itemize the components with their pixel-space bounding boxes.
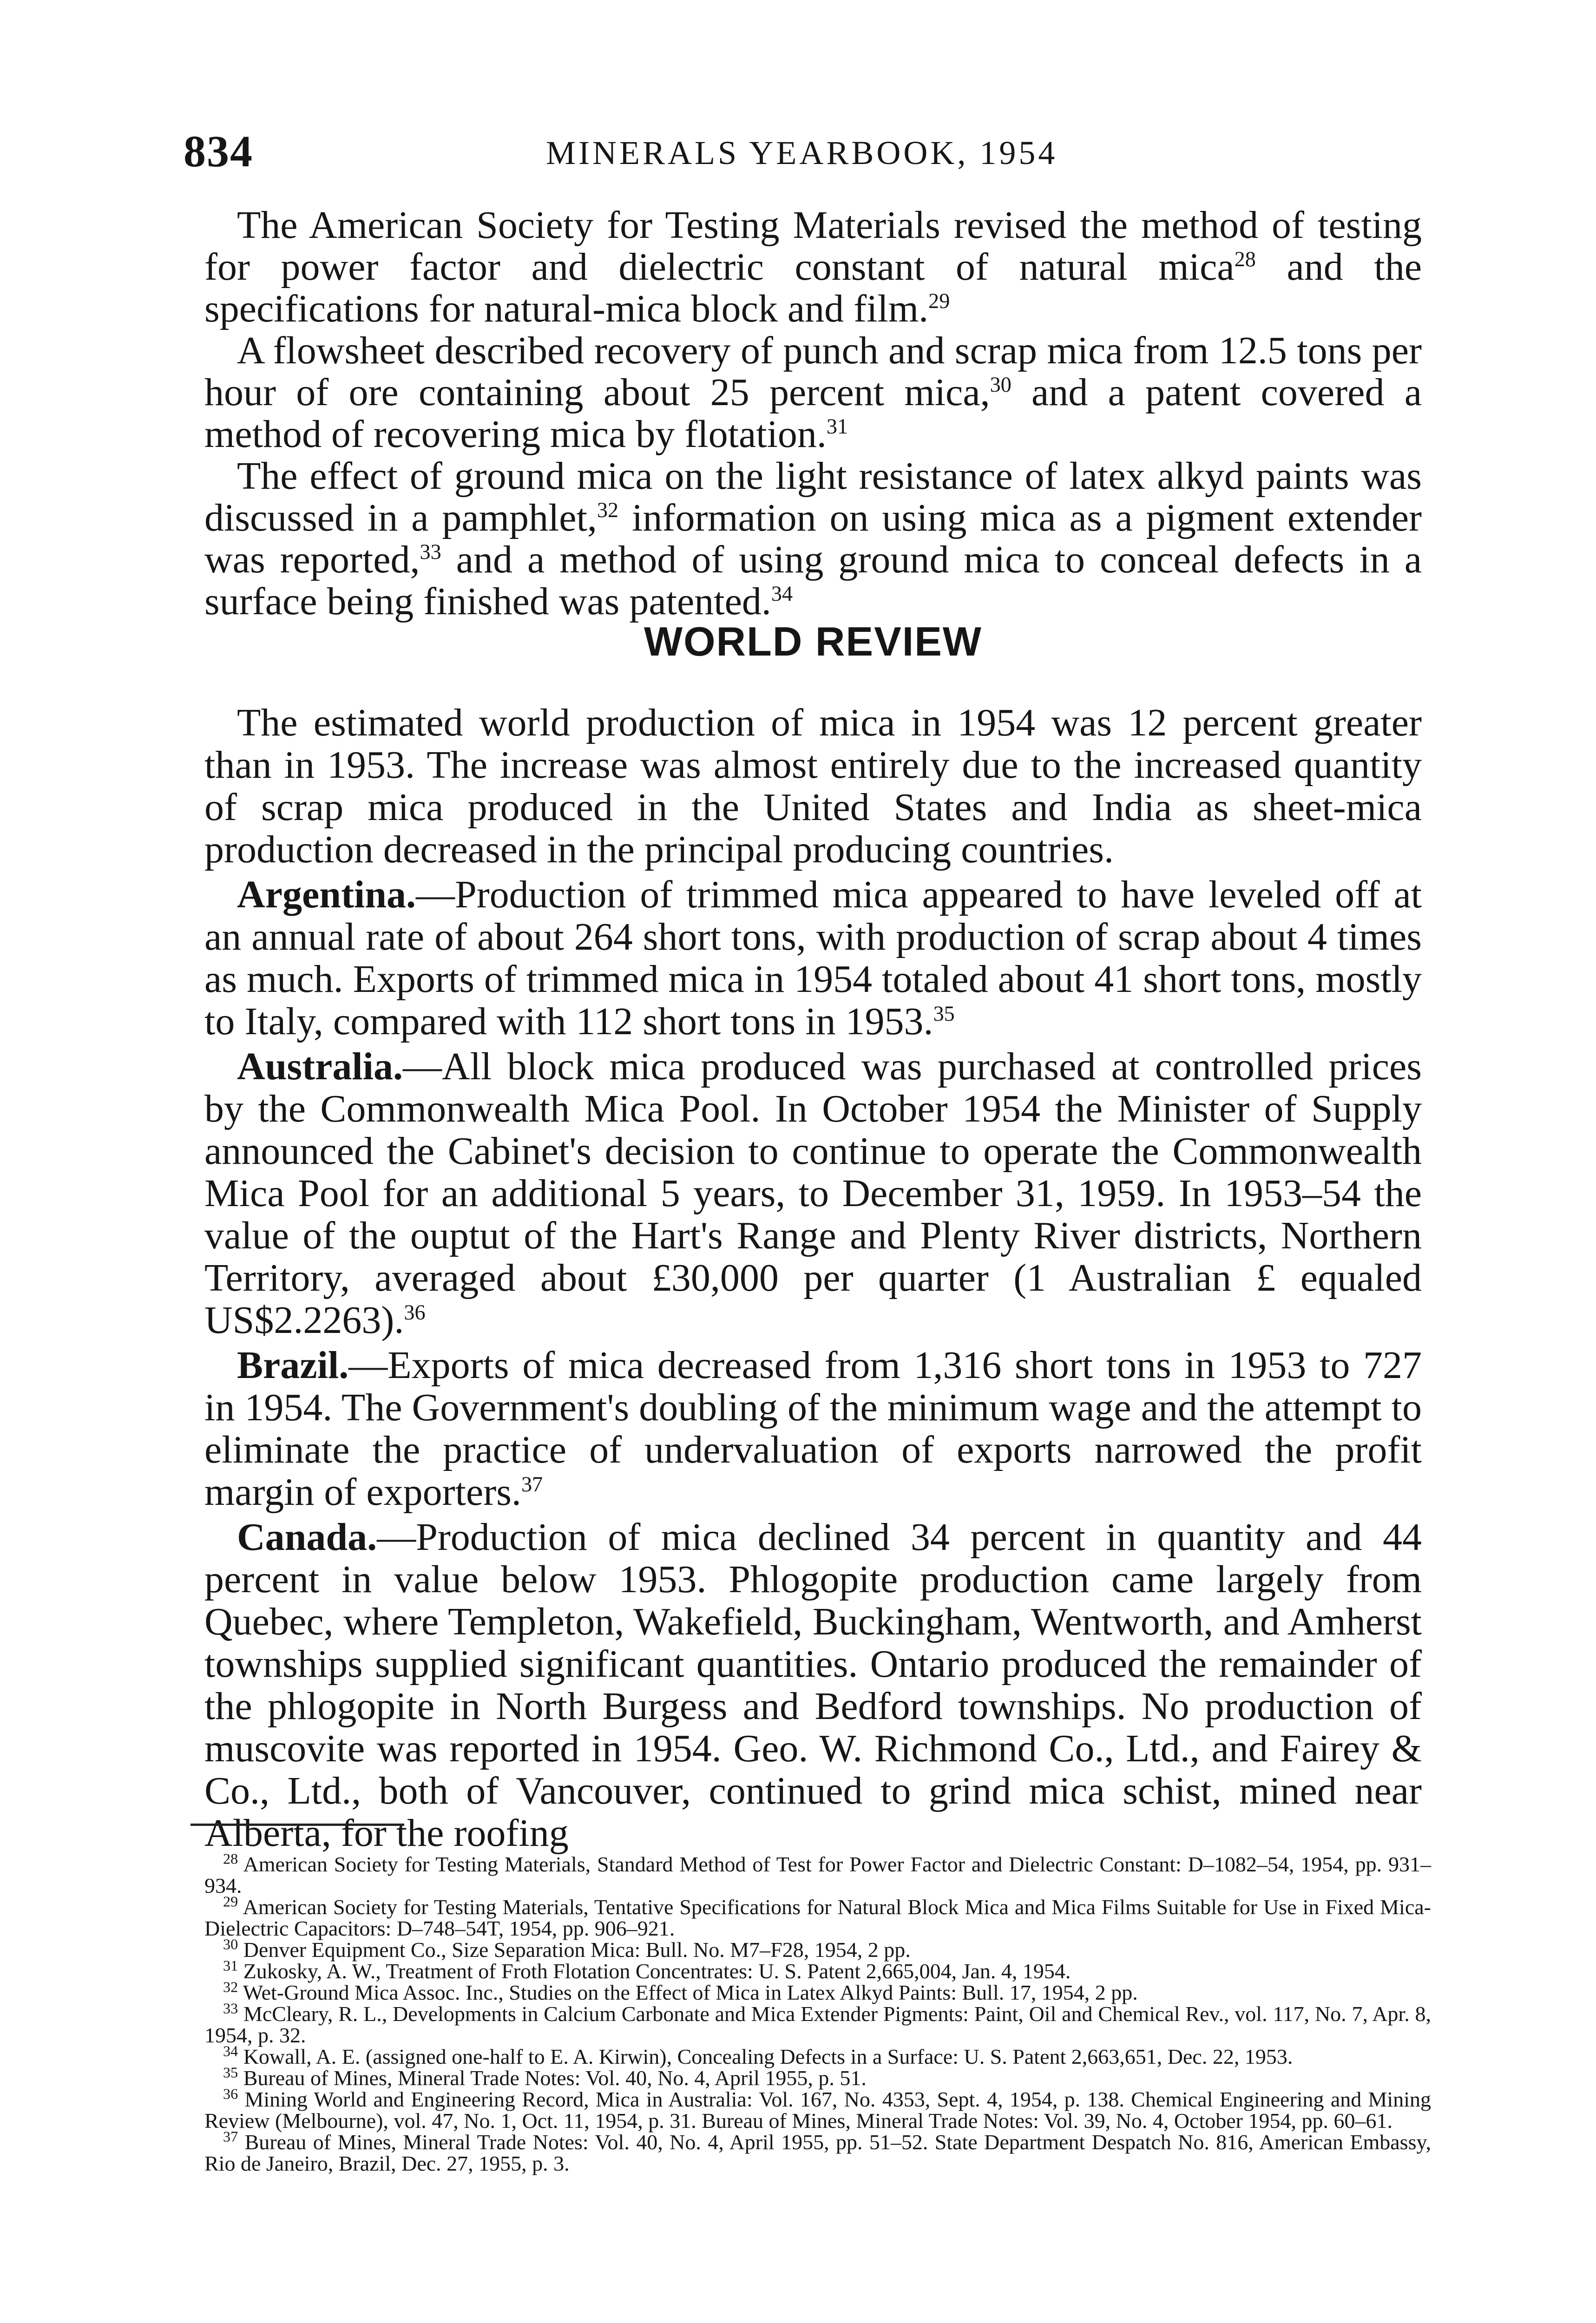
footnote-reference: 30: [990, 373, 1011, 396]
footnote: [204, 1978, 1431, 2004]
footnote-reference: 35: [933, 1002, 955, 1025]
footnote-reference: 28: [1234, 247, 1256, 271]
paragraph-text: The estimated world production of mica in 1954 was 12 percent greater than in 1953. The increase was almost entirely due to the increased quantity of scrap mica produced in the United States and India as sheet-mica production decreased in the principal producing countries.: [204, 701, 1422, 871]
footnote: [204, 1957, 1431, 1983]
paragraph: [204, 1045, 1422, 1341]
page-header: [184, 125, 1422, 177]
footnote-number: 34: [223, 2042, 238, 2060]
paragraph: [204, 873, 1422, 1043]
intro-text: [204, 204, 1422, 623]
country-heading: Brazil.: [237, 1344, 349, 1387]
paragraph-text: —Exports of mica decreased from 1,316 short tons in 1953 to 727 in 1954. The Government's doubling of the minimum wage and the attempt to eliminate the practice of undervaluation of exports narrowed the profit margin of exporters.: [204, 1344, 1422, 1514]
paragraph-text: and a method of using ground mica to conceal defects in a surface being finished was patented.: [204, 538, 1422, 623]
paragraph: [204, 455, 1422, 623]
footnote-number: 37: [223, 2128, 238, 2145]
paragraph-text: and a patent covered a method of recovering mica by flotation.: [204, 371, 1422, 456]
footnote-text: Bureau of Mines, Mineral Trade Notes: Vol. 40, No. 4, April 1955, p. 51.: [238, 2066, 867, 2090]
footnote-text: Wet-Ground Mica Assoc. Inc., Studies on the Effect of Mica in Latex Alkyd Paints: Bull. 17, 1954, 2 pp.: [238, 1981, 1138, 2004]
footnotes: [204, 1850, 1431, 2175]
footnote-rule: [190, 1824, 404, 1826]
footnote: [204, 1893, 1431, 1940]
footnote-reference: 36: [404, 1300, 426, 1324]
footnote-reference: 33: [420, 540, 441, 564]
footnote: [204, 2064, 1431, 2090]
paragraph-text: —Production of mica declined 34 percent in quantity and 44 percent in value below 1953. Phlogopite production came largely from Quebec, where Templeton, Wakefield, Buckingham, Wentworth, and Amherst townships supplied significant quantities. Ontario produced the remainder of the phlogopite in North Burgess and Bedford townships. No production of muscovite was reported in 1954. Geo. W. Richmond Co., Ltd., and Fairey & Co., Ltd., both of Vancouver, continued to grind mica schist, mined near Alberta, for the roofing: [204, 1516, 1422, 1855]
paragraph: [204, 1516, 1422, 1854]
footnote-number: 33: [223, 2000, 238, 2017]
running-head: MINERALS YEARBOOK, 1954: [546, 134, 1058, 171]
country-heading: Argentina.: [237, 873, 416, 916]
footnote-number: 32: [223, 1978, 238, 1995]
paragraph-text: —All block mica produced was purchased at controlled prices by the Commonwealth Mica Pool. In October 1954 the Minister of Supply announced the Cabinet's decision to continue to operate the Commonwealth Mica Pool for an additional 5 years, to December 31, 1959. In 1953–54 the value of the ouptut of the Hart's Range and Plenty River districts, Northern Territory, averaged about £30,000 per quarter (1 Australian £ equaled US$2.2263).: [204, 1045, 1422, 1342]
footnote-text: Zukosky, A. W., Treatment of Froth Flotation Concentrates: U. S. Patent 2,665,004, Jan. 4, 1954.: [238, 1959, 1071, 1983]
footnote: [204, 1850, 1431, 1897]
footnote-text: Mining World and Engineering Record, Mica in Australia: Vol. 167, No. 4353, Sept. 4, 1954, p. 138. Chemical Engineering and Mining Review (Melbourne), vol. 47, No. 1, Oct. 11, 1954, p. 31. Bureau of Mines, Mineral Trade Notes: Vol. 39, No. 4, October 1954, pp. 60–61.: [204, 2087, 1431, 2133]
footnote-text: Kowall, A. E. (assigned one-half to E. A. Kirwin), Concealing Defects in a Surface: U. S. Patent 2,663,651, Dec. 22, 1953.: [238, 2045, 1293, 2068]
footnote-number: 28: [223, 1850, 238, 1867]
footnote-text: McCleary, R. L., Developments in Calcium Carbonate and Mica Extender Pigments: Paint, Oil and Chemical Rev., vol. 117, No. 7, Apr. 8, 1954, p. 32.: [204, 2002, 1431, 2047]
section-title: WORLD REVIEW: [644, 618, 982, 664]
paragraph-text: information on using mica as a pigment extender was reported,: [204, 496, 1422, 581]
page-number: 834: [184, 126, 253, 176]
footnote-number: 35: [223, 2064, 238, 2081]
footnote-reference: 34: [771, 582, 793, 605]
paragraph: [204, 702, 1422, 871]
paragraph-text: A flowsheet described recovery of punch and scrap mica from 12.5 tons per hour of ore containing about 25 percent mica,: [204, 329, 1422, 414]
footnote: [204, 2042, 1431, 2068]
paragraph-text: and the specifications for natural-mica block and film.: [204, 245, 1422, 330]
paragraph-text: The American Society for Testing Materials revised the method of testing for power factor and dielectric constant of natural mica: [204, 203, 1422, 289]
paragraph: [204, 204, 1422, 330]
country-heading: Australia.: [237, 1045, 403, 1088]
country-heading: Canada.: [237, 1516, 377, 1559]
paragraph-text: The effect of ground mica on the light resistance of latex alkyd paints was discussed in a pamphlet,: [204, 454, 1422, 539]
footnote-number: 29: [223, 1893, 238, 1910]
footnote: [204, 2085, 1431, 2133]
paragraph: [204, 1344, 1422, 1513]
paragraph: [204, 330, 1422, 455]
footnote-number: 30: [223, 1936, 238, 1953]
footnote-number: 36: [223, 2085, 238, 2102]
footnote-text: American Society for Testing Materials, Tentative Specifications for Natural Block Mica and Mica Films Suitable for Use in Fixed Mica-Dielectric Capacitors: D–748–54T, 1954, pp. 906–921.: [204, 1895, 1431, 1940]
footnote-text: Bureau of Mines, Mineral Trade Notes: Vol. 40, No. 4, April 1955, pp. 51–52. State Department Despatch No. 816, American Embassy, Rio de Janeiro, Brazil, Dec. 27, 1955, p. 3.: [204, 2130, 1431, 2175]
footnote: [204, 1936, 1431, 1962]
paragraph-text: —Production of trimmed mica appeared to have leveled off at an annual rate of about 264 short tons, with production of scrap about 4 times as much. Exports of trimmed mica in 1954 totaled about 41 short tons, mostly to Italy, compared with 112 short tons in 1953.: [204, 873, 1422, 1043]
footnote-reference: 37: [521, 1472, 543, 1496]
footnote: [204, 2128, 1431, 2175]
footnote-text: Denver Equipment Co., Size Separation Mica: Bull. No. M7–F28, 1954, 2 pp.: [238, 1938, 911, 1962]
footnote-number: 31: [223, 1957, 238, 1974]
footnote-reference: 29: [928, 289, 950, 313]
world-review-text: [204, 702, 1422, 1857]
footnote-reference: 31: [826, 414, 848, 438]
footnote: [204, 2000, 1431, 2047]
footnote-text: American Society for Testing Materials, Standard Method of Test for Power Factor and Dielectric Constant: D–1082–54, 1954, pp. 931–934.: [204, 1852, 1431, 1897]
footnote-reference: 32: [597, 498, 619, 522]
